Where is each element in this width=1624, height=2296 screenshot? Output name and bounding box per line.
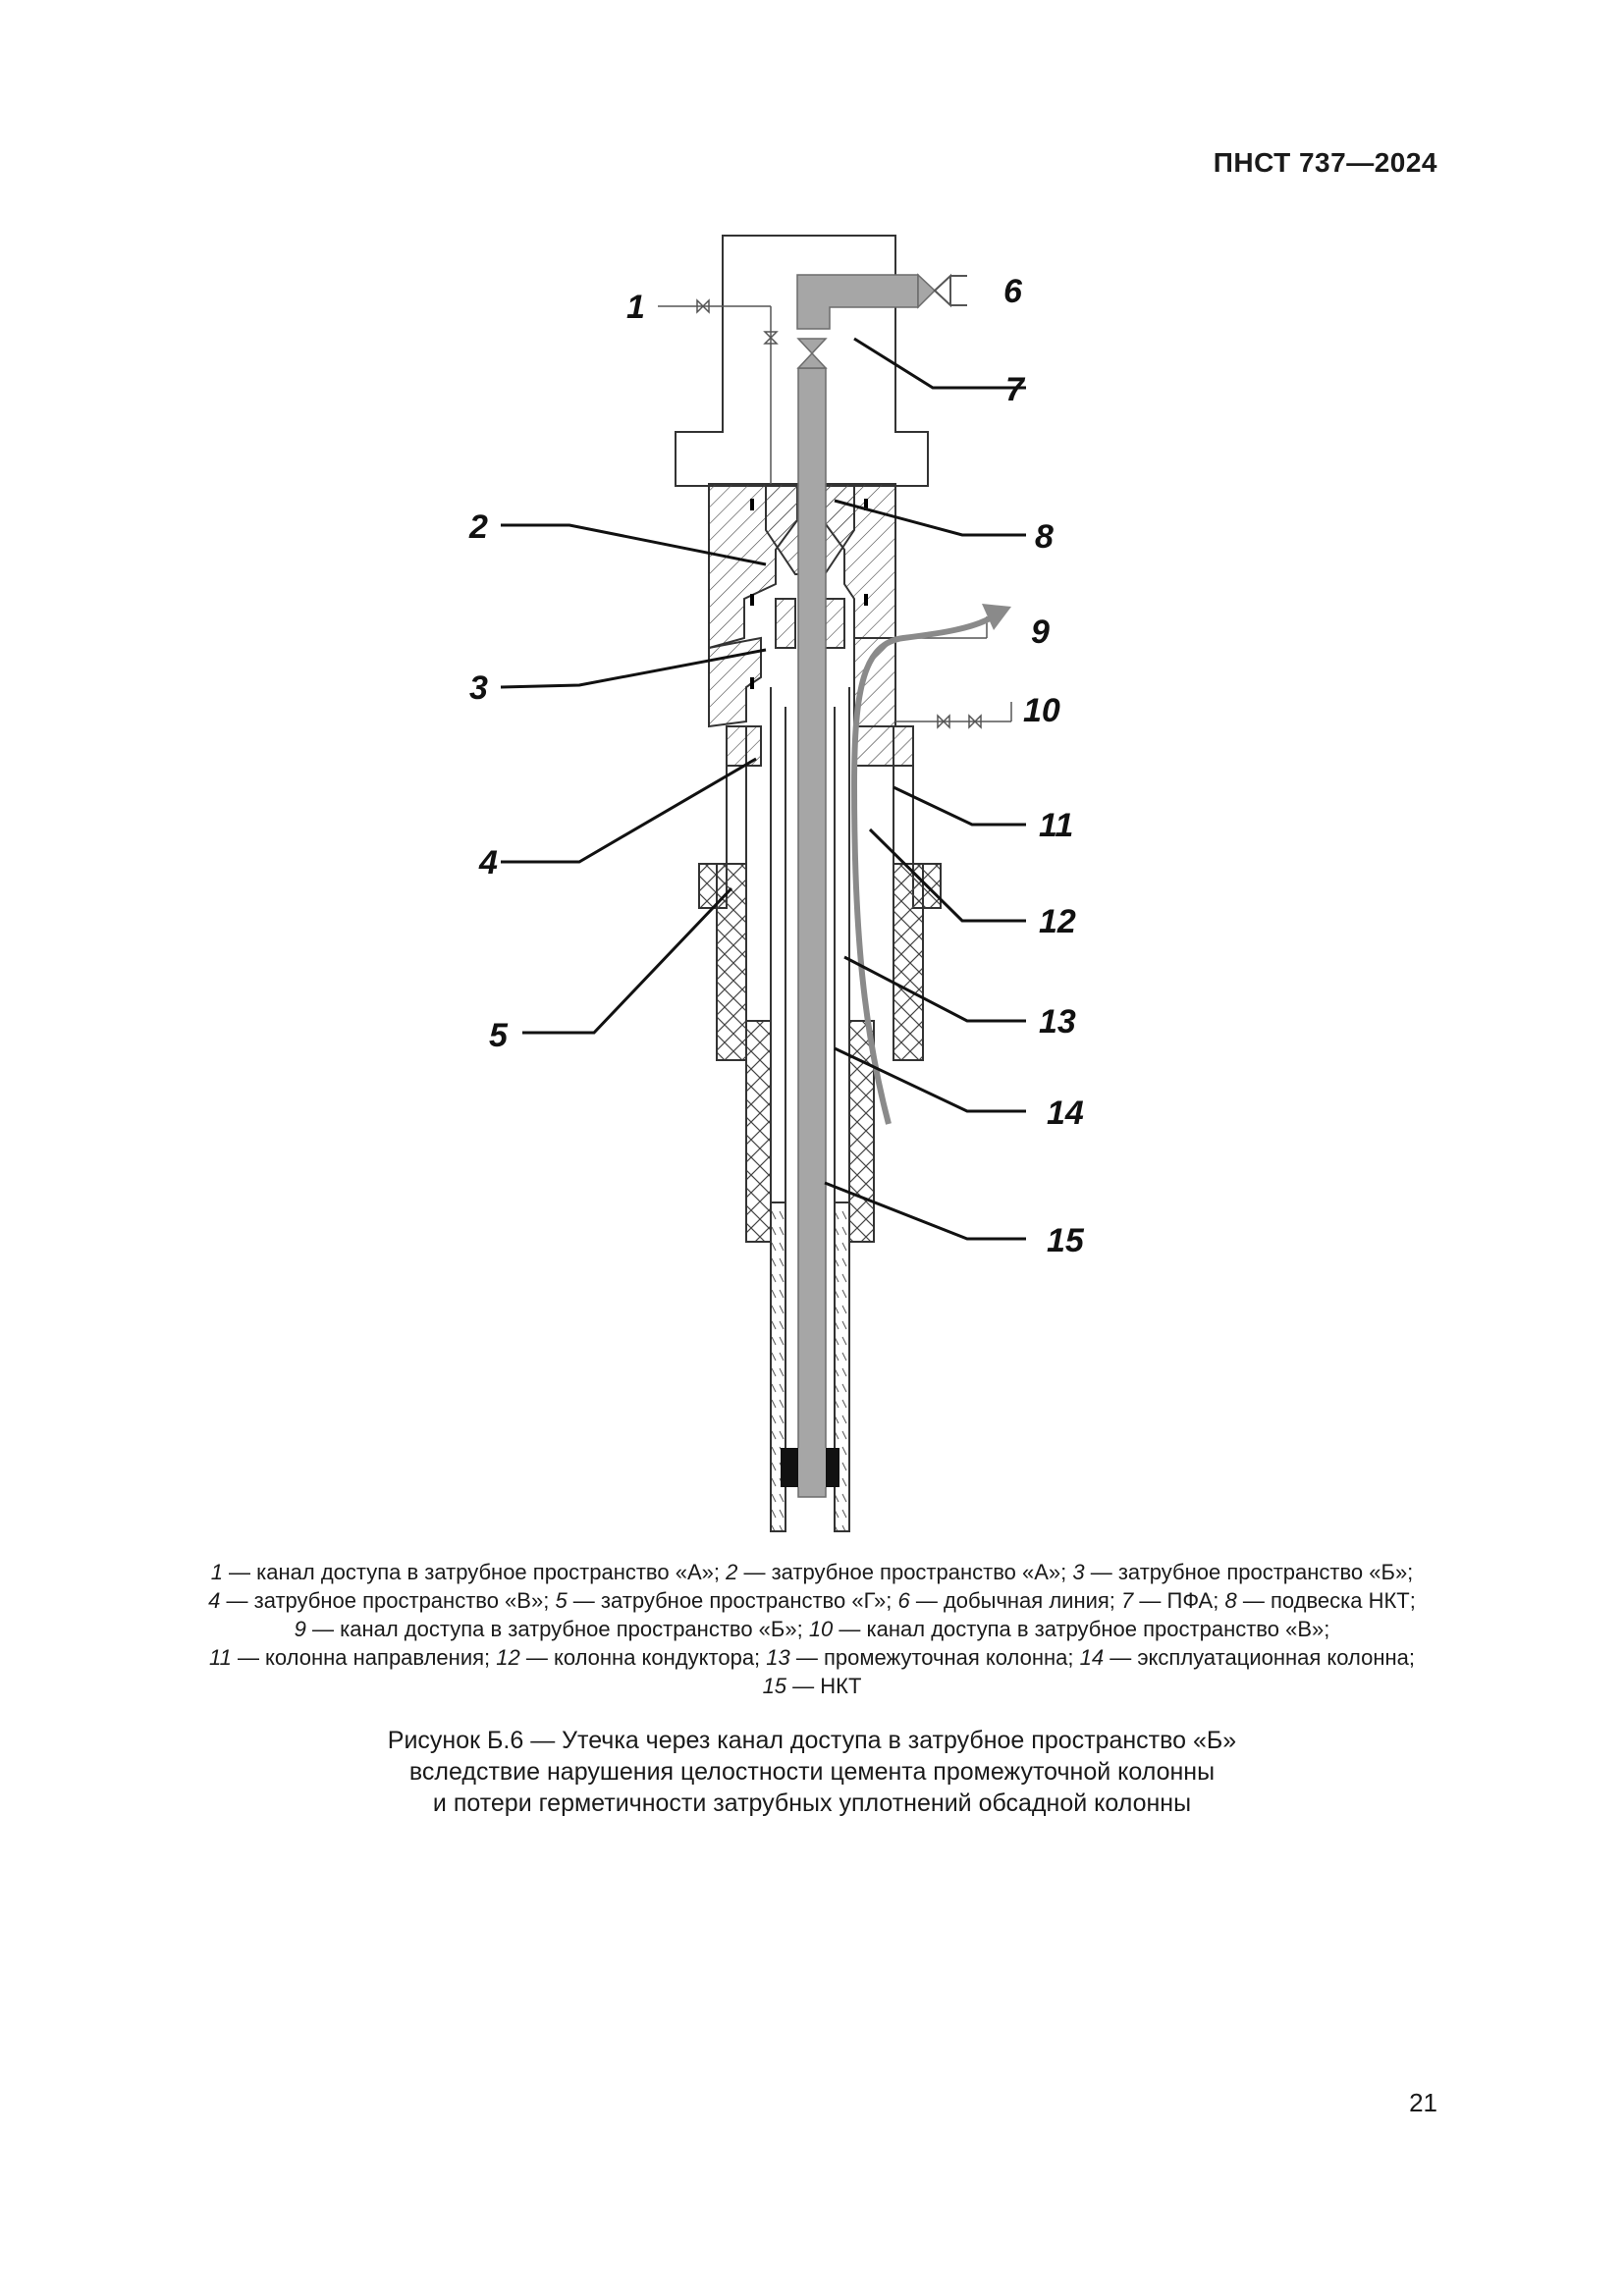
- legend-num: 10: [808, 1617, 834, 1641]
- legend-text: — затрубное пространство «Г»;: [567, 1588, 898, 1613]
- legend-num: 13: [766, 1645, 790, 1670]
- document-code: ПНСТ 737—2024: [1213, 147, 1437, 178]
- legend-num: 5: [555, 1588, 568, 1613]
- legend-text: — добычная линия;: [909, 1588, 1122, 1613]
- figure-legend: [147, 1558, 1477, 1700]
- legend-num: 11: [208, 1645, 232, 1670]
- callout-8: 8: [1035, 518, 1054, 556]
- callout-11: 11: [1039, 807, 1074, 844]
- legend-num: 14: [1079, 1645, 1105, 1670]
- legend-row-4: [147, 1643, 1477, 1672]
- legend-text: — колонна кондуктора;: [519, 1645, 767, 1670]
- legend-num: 6: [897, 1588, 910, 1613]
- caption-line-1: Рисунок Б.6 — Утечка через канал доступа в затрубное пространство «Б»: [387, 1727, 1237, 1754]
- legend-num: 7: [1121, 1588, 1134, 1613]
- legend-num: 4: [208, 1588, 221, 1613]
- callout-14: 14: [1047, 1095, 1084, 1132]
- legend-row-5: [147, 1672, 1477, 1700]
- legend-num: 1: [210, 1560, 223, 1584]
- legend-row-3: [147, 1615, 1477, 1643]
- callout-10: 10: [1023, 692, 1060, 729]
- legend-text: — ПФА;: [1133, 1588, 1225, 1613]
- legend-text: — промежуточная колонна;: [789, 1645, 1080, 1670]
- legend-num: 15: [762, 1674, 787, 1698]
- legend-text: — НКТ: [786, 1674, 862, 1698]
- callout-3: 3: [469, 669, 488, 707]
- legend-row-2: [147, 1586, 1477, 1615]
- legend-text: — канал доступа в затрубное пространство «В»;: [833, 1617, 1330, 1641]
- legend-num: 8: [1224, 1588, 1237, 1613]
- callout-9: 9: [1031, 614, 1050, 651]
- callout-1: 1: [626, 289, 645, 326]
- legend-text: — канал доступа в затрубное пространство «А»;: [222, 1560, 727, 1584]
- legend-text: — затрубное пространство «Б»;: [1084, 1560, 1414, 1584]
- callout-12: 12: [1039, 903, 1076, 940]
- callout-5: 5: [489, 1017, 508, 1054]
- caption-line-3: и потери герметичности затрубных уплотнений обсадной колонны: [432, 1789, 1192, 1817]
- page-number: 21: [1409, 2088, 1437, 2117]
- caption-line-2: вследствие нарушения целостности цемента промежуточной колонны: [408, 1758, 1216, 1786]
- callout-4: 4: [479, 844, 498, 881]
- legend-num: 12: [496, 1645, 520, 1670]
- legend-row-1: [147, 1558, 1477, 1586]
- callout-2: 2: [469, 508, 488, 546]
- legend-num: 3: [1072, 1560, 1085, 1584]
- legend-text: — подвеска НКТ;: [1236, 1588, 1416, 1613]
- legend-text: — канал доступа в затрубное пространство «Б»;: [305, 1617, 809, 1641]
- legend-text: — колонна направления;: [231, 1645, 497, 1670]
- legend-text: — затрубное пространство «А»;: [737, 1560, 1073, 1584]
- callout-15: 15: [1047, 1222, 1084, 1259]
- legend-text: — эксплуатационная колонна;: [1104, 1645, 1416, 1670]
- callout-13: 13: [1039, 1003, 1076, 1041]
- legend-num: 2: [726, 1560, 738, 1584]
- legend-text: — затрубное пространство «В»;: [220, 1588, 556, 1613]
- callout-7: 7: [1005, 371, 1024, 408]
- callout-6: 6: [1003, 273, 1022, 310]
- legend-num: 9: [294, 1617, 306, 1641]
- figure-caption: [147, 1725, 1477, 1819]
